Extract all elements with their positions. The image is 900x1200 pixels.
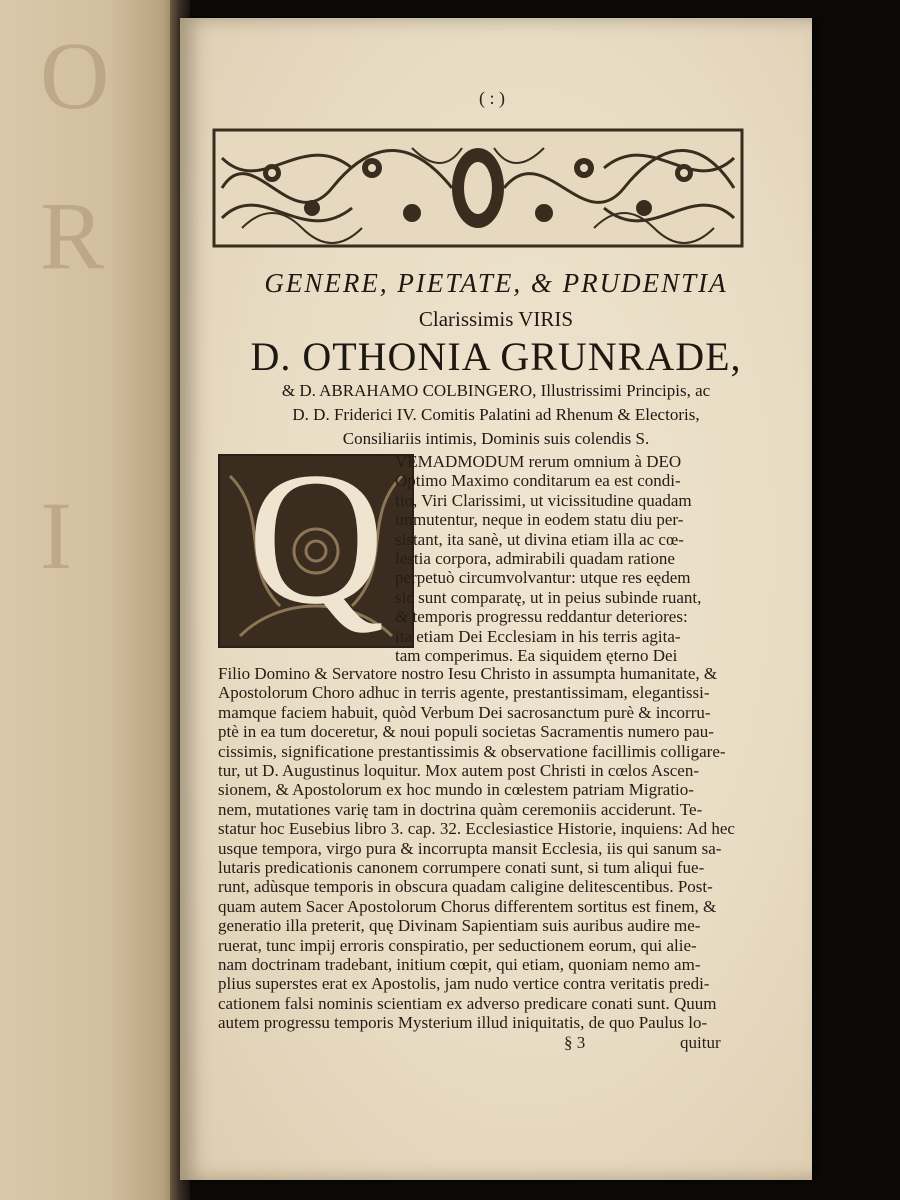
- heading-line-3: D. OTHONIA GRUNRADE,: [250, 334, 742, 379]
- body-text-line: quam autem Sacer Apostolorum Chorus differentem sortitus est finem, &: [218, 896, 717, 916]
- body-text-line: ita etiam Dei Ecclesiam in his terris agita-: [395, 626, 681, 646]
- body-text-line: ruerat, tunc impij erroris conspiratio, per seductionem eorum, qui alie-: [218, 935, 697, 955]
- body-text-line: cissimis, significatione prestantissimis & observatione facillimis colligare-: [218, 741, 726, 761]
- heading-line-5: D. D. Friderici IV. Comitis Palatini ad Rhenum & Electoris,: [292, 405, 700, 424]
- bleed-through-mark: I: [40, 482, 72, 589]
- body-text-line: sic sunt comparatę, ut in peius subinde ruant,: [395, 587, 702, 607]
- body-text-line: immutentur, neque in eodem statu diu per-: [395, 510, 684, 530]
- initial-letter: Q: [247, 434, 385, 644]
- body-text-line: Optimo Maximo conditarum ea est condi-: [395, 471, 681, 491]
- body-text-line: tio, Viri Clarissimi, ut vicissitudine quadam: [395, 490, 692, 510]
- body-text-line: nem, mutationes varię tam in doctrina quàm ceremoniis acciderunt. Te-: [218, 799, 703, 819]
- bleed-through-mark: R: [40, 182, 105, 289]
- heading-line-4: & D. ABRAHAMO COLBINGERO, Illustrissimi Principis, ac: [281, 381, 711, 400]
- body-text-line: lutaris predicationis canonem corrumpere conati sunt, si tum aliqui fue-: [218, 858, 705, 877]
- body-text-line: VEMADMODUM rerum omnium à DEO: [395, 452, 682, 471]
- body-text-line: cationem falsi nominis scientiam ex adverso predicare conati sunt. Quum: [218, 993, 717, 1013]
- left-facing-page: [0, 0, 180, 1200]
- catchword: quitur: [680, 1033, 721, 1052]
- body-text-line: mamque faciem habuit, quòd Verbum Dei sacrosanctum purè & incorru-: [218, 702, 711, 722]
- body-text-line: lestia corpora, admirabili quadam ratione: [395, 549, 675, 568]
- body-text-line: usque tempora, virgo pura & incorrupta mansit Ecclesia, iis qui sanum sa-: [218, 838, 722, 858]
- body-text-line: sionem, & Apostolorum ex hoc mundo in cœlestem patriam Migratio-: [218, 780, 694, 800]
- body-text-line: tam comperimus. Ea siquidem ęterno Dei: [395, 646, 678, 665]
- body-text-line: nam doctrinam tradebant, initium cœpit, qui etiam, quoniam nemo am-: [218, 955, 701, 974]
- floral-ornament-icon: [212, 128, 744, 248]
- heading-line-6: Consiliariis intimis, Dominis suis colendis S.: [342, 429, 650, 448]
- body-text-line: plius superstes erat ex Apostolis, jam nudo vertice contra veritatis predi-: [218, 974, 710, 994]
- body-text-line: tur, ut D. Augustinus loquitur. Mox autem post Christi in cœlos Ascen-: [218, 761, 699, 780]
- body-text-line: autem progressu temporis Mysterium illud iniquitatis, de quo Paulus lo-: [218, 1013, 708, 1033]
- page-marker: ( : ): [479, 88, 505, 108]
- body-text-line: ptè in ea tum doceretur, & noui populi societas Sacramentis numero pau-: [218, 722, 714, 742]
- ornamental-headpiece: [212, 128, 744, 248]
- body-text-line: Filio Domino & Servatore nostro Iesu Christo in assumpta humanitate, &: [218, 664, 718, 683]
- body-text-line: generatio illa preterit, quę Divinam Sapientiam suis auribus audire me-: [218, 916, 701, 936]
- book-page: [180, 18, 812, 1180]
- heading-line-2: Clarissimis VIRIS: [418, 307, 574, 331]
- body-text-line: sistant, ita sanè, ut divina etiam illa ac cœ-: [395, 529, 684, 549]
- bleed-through-mark: O: [40, 22, 110, 129]
- body-text-line: runt, adùsque temporis in obscura quadam caligine delitescentibus. Post-: [218, 877, 713, 897]
- signature-mark: § 3: [564, 1033, 586, 1052]
- body-text-line: Apostolorum Choro adhuc in terris agente, prestantissimam, elegantissi-: [218, 683, 710, 703]
- body-text-line: & temporis progressu reddantur deteriores:: [395, 607, 688, 627]
- heading-line-1: GENERE, PIETATE, & PRUDENTIA: [264, 268, 728, 298]
- body-text-line: perpetuò circumvolvantur: utque res eędem: [395, 568, 691, 588]
- body-text-line: statur hoc Eusebius libro 3. cap. 32. Ecclesiastice Historie, inquiens: Ad hec: [218, 819, 735, 839]
- decorated-initial: [218, 434, 414, 648]
